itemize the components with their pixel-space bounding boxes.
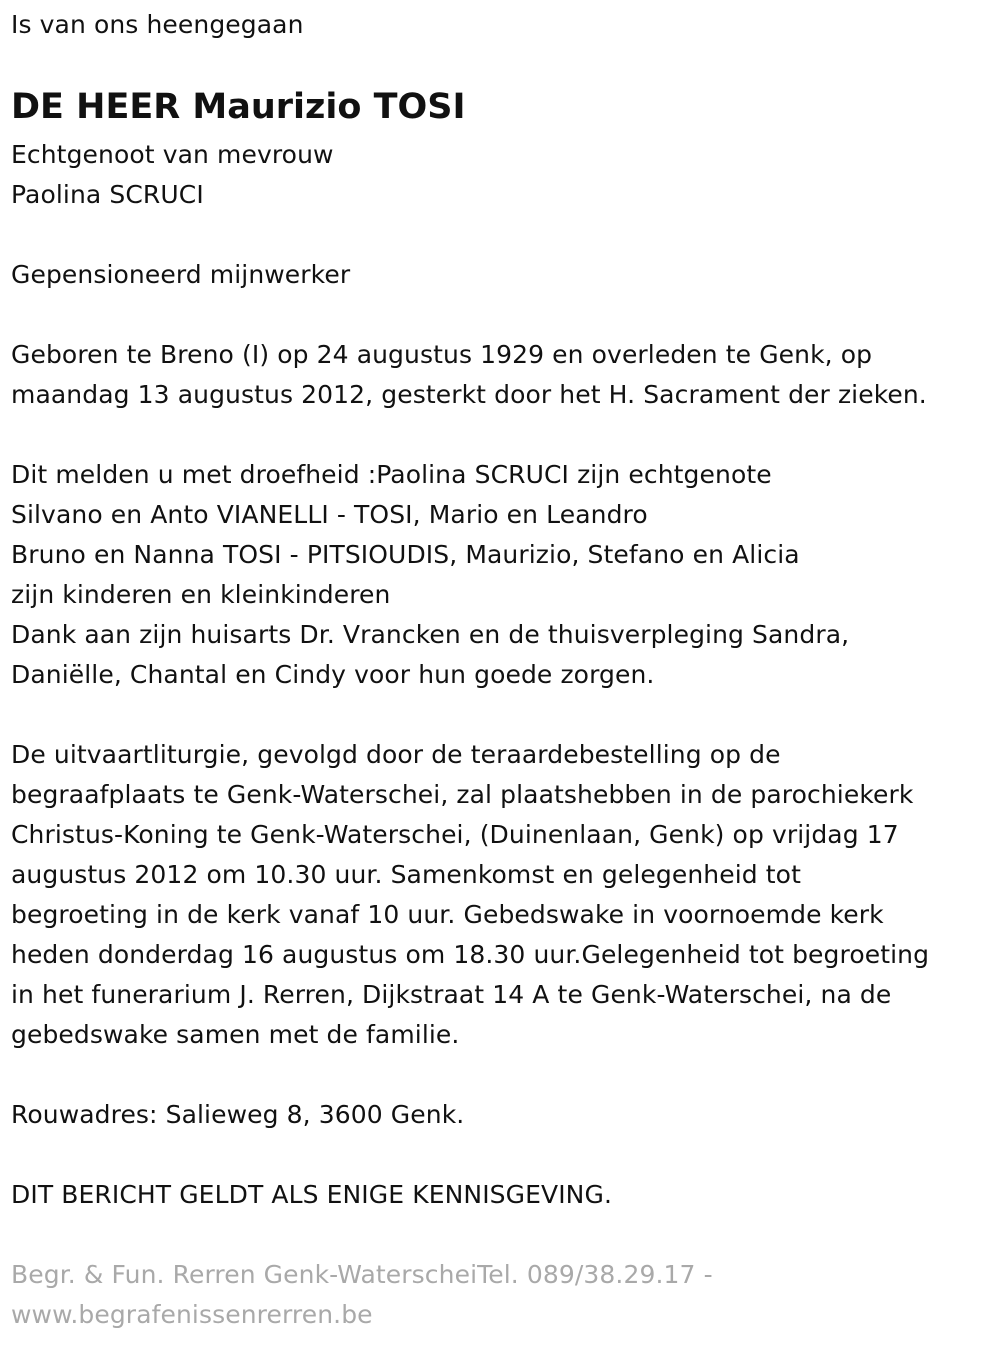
family-line: Dank aan zijn huisarts Dr. Vrancken en de thuisverpleging Sandra, xyxy=(11,620,850,649)
ceremony-line: Christus-Koning te Genk-Waterschei, (Duinenlaan, Genk) op vrijdag 17 xyxy=(11,820,899,849)
paragraph-gap xyxy=(11,415,991,455)
family-line: Dit melden u met droefheid :Paolina SCRUCI zijn echtgenote xyxy=(11,460,772,489)
ceremony-block xyxy=(11,735,991,1055)
mourning-address: Rouwadres: Salieweg 8, 3600 Genk. xyxy=(11,1100,465,1129)
ceremony-line: begroeting in de kerk vanaf 10 uur. Gebedswake in voornoemde kerk xyxy=(11,900,884,929)
ceremony-line: in het funerarium J. Rerren, Dijkstraat 14 A te Genk-Waterschei, na de xyxy=(11,980,892,1009)
ceremony-line: augustus 2012 om 10.30 uur. Samenkomst en gelegenheid tot xyxy=(11,860,801,889)
funeral-home-footer xyxy=(11,1255,991,1335)
paragraph-gap xyxy=(11,695,991,735)
closing-statement: DIT BERICHT GELDT ALS ENIGE KENNISGEVING. xyxy=(11,1180,612,1209)
paragraph-gap xyxy=(11,1055,991,1095)
ceremony-line: begraafplaats te Genk-Waterschei, zal plaatshebben in de parochiekerk xyxy=(11,780,914,809)
spouse-block xyxy=(11,135,991,215)
paragraph-gap xyxy=(11,215,991,255)
ceremony-line: De uitvaartliturgie, gevolgd door de teraardebestelling op de xyxy=(11,740,781,769)
birth-line: Geboren te Breno (I) op 24 augustus 1929 en overleden te Genk, op xyxy=(11,340,873,369)
spouse-line: Echtgenoot van mevrouw xyxy=(11,140,334,169)
intro-text: Is van ons heengegaan xyxy=(11,10,304,39)
family-line: Daniëlle, Chantal en Cindy voor hun goede zorgen. xyxy=(11,660,655,689)
ceremony-line: gebedswake samen met de familie. xyxy=(11,1020,460,1049)
spouse-line: Paolina SCRUCI xyxy=(11,180,204,209)
ceremony-line: heden donderdag 16 augustus om 18.30 uur.Gelegenheid tot begroeting xyxy=(11,940,930,969)
obituary-notice xyxy=(11,0,991,1335)
family-line: zijn kinderen en kleinkinderen xyxy=(11,580,391,609)
footer-website-link[interactable]: www.begrafenissenrerren.be xyxy=(11,1300,373,1329)
family-line: Bruno en Nanna TOSI - PITSIOUDIS, Maurizio, Stefano en Alicia xyxy=(11,540,800,569)
footer-contact: Begr. & Fun. Rerren Genk-WaterscheiTel. 089/38.29.17 - xyxy=(11,1260,713,1289)
paragraph-gap xyxy=(11,1215,991,1255)
family-block xyxy=(11,455,991,695)
paragraph-gap xyxy=(11,1135,991,1175)
family-line: Silvano en Anto VIANELLI - TOSI, Mario en Leandro xyxy=(11,500,648,529)
birth-line: maandag 13 augustus 2012, gesterkt door het H. Sacrament der zieken. xyxy=(11,380,927,409)
occupation-text: Gepensioneerd mijnwerker xyxy=(11,260,351,289)
birth-death-block xyxy=(11,335,991,415)
paragraph-gap xyxy=(11,295,991,335)
deceased-name: DE HEER Maurizio TOSI xyxy=(11,87,466,127)
